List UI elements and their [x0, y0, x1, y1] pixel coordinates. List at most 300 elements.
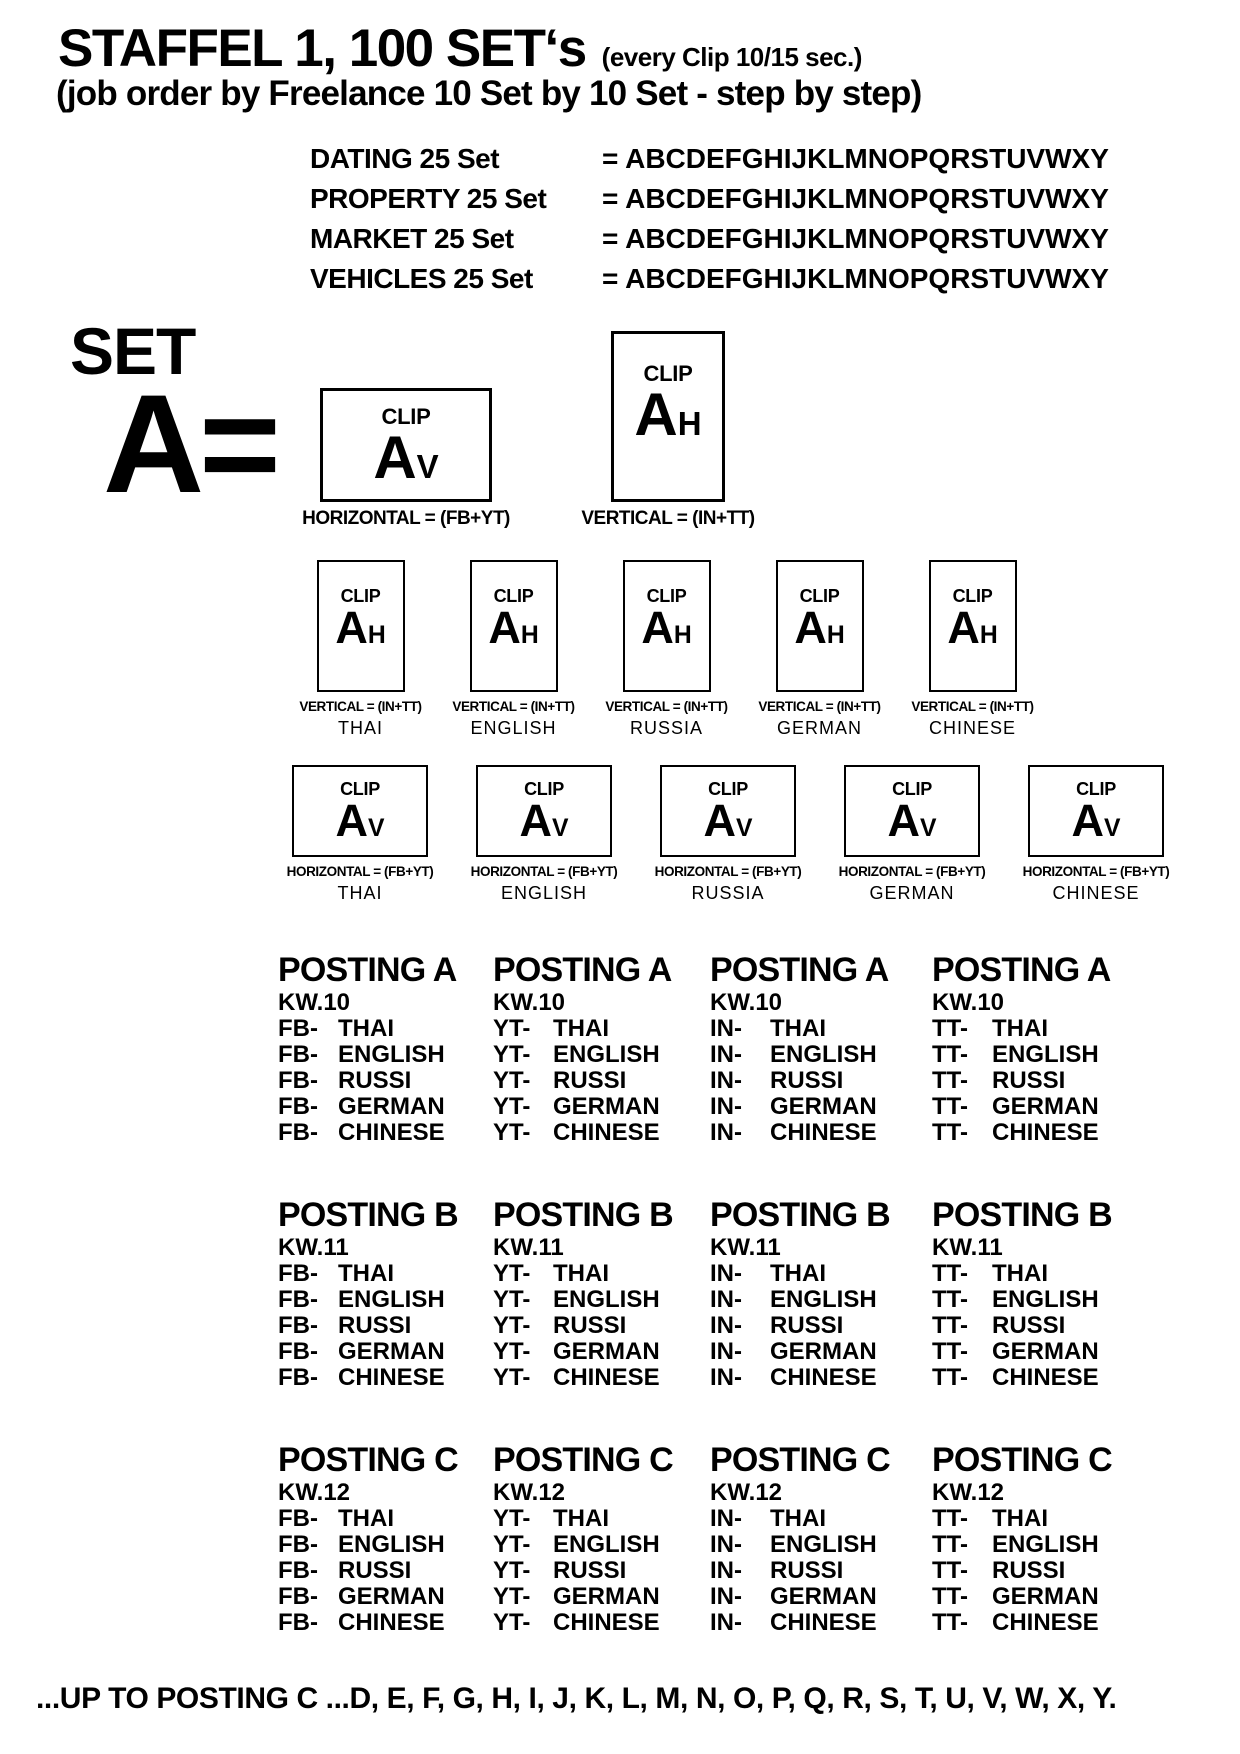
clip-cell [636, 765, 820, 904]
clip-letter: AH [634, 380, 702, 448]
posting-language: RUSSI [992, 1312, 1066, 1339]
channel-prefix: FB- [278, 1364, 318, 1391]
channel-prefix: YT- [493, 1505, 531, 1532]
category-label: DATING 25 Set [310, 143, 500, 174]
posting-line [278, 1016, 493, 1042]
clip-letter: AH [641, 602, 692, 654]
posting-language: RUSSI [992, 1067, 1066, 1094]
posting-line [932, 1120, 1147, 1146]
clip-box [476, 765, 612, 857]
posting-language: ENGLISH [992, 1041, 1099, 1068]
channel-prefix: IN- [710, 1312, 742, 1339]
posting-line [493, 1610, 710, 1636]
posting-line [710, 1558, 932, 1584]
posting-column [710, 1195, 932, 1391]
set-category-row [310, 219, 1109, 259]
clip-box-vertical-example [611, 331, 725, 502]
channel-prefix: YT- [493, 1583, 531, 1610]
channel-prefix: IN- [710, 1609, 742, 1636]
posting-language: GERMAN [553, 1338, 660, 1365]
posting-line [932, 1287, 1147, 1313]
language-label: ENGLISH [470, 718, 557, 738]
posting-language: ENGLISH [992, 1531, 1099, 1558]
posting-line [710, 1120, 932, 1146]
posting-line [932, 1558, 1147, 1584]
clip-word: CLIP [381, 404, 431, 430]
set-category-row [310, 259, 1109, 299]
posting-line [493, 1558, 710, 1584]
language-label: GERMAN [776, 718, 862, 738]
category-label: PROPERTY 25 Set [310, 183, 547, 214]
language-label: RUSSIA [691, 883, 765, 903]
posting-language: GERMAN [553, 1093, 660, 1120]
language-label: RUSSIA [629, 718, 704, 738]
posting-language: ENGLISH [553, 1041, 660, 1068]
clip-word: CLIP [340, 586, 381, 607]
posting-title: POSTING C [710, 1441, 890, 1479]
posting-title: POSTING C [493, 1441, 673, 1479]
language-label: THAI [337, 883, 383, 903]
posting-language: CHINESE [992, 1119, 1099, 1146]
category-set-letters: = ABCDEFGHIJKLMNOPQRSTUVWXY [602, 223, 1109, 254]
channel-prefix: YT- [493, 1557, 531, 1584]
channel-prefix: YT- [493, 1531, 531, 1558]
posting-language: CHINESE [338, 1609, 445, 1636]
title-note: (every Clip 10/15 sec.) [601, 42, 862, 72]
channel-prefix: TT- [932, 1286, 968, 1313]
clip-letter-subscript: V [416, 448, 439, 486]
language-label: THAI [337, 718, 383, 738]
posting-language: RUSSI [338, 1557, 412, 1584]
posting-title: POSTING B [278, 1196, 458, 1234]
posting-line [932, 1016, 1147, 1042]
channel-prefix: FB- [278, 1041, 318, 1068]
clip-letter: AV [335, 795, 385, 847]
posting-language: RUSSI [770, 1312, 844, 1339]
posting-line [710, 1016, 932, 1042]
posting-line [278, 1365, 493, 1391]
posting-language: GERMAN [992, 1583, 1099, 1610]
posting-language: ENGLISH [338, 1531, 445, 1558]
clip-letter-subscript: H [520, 622, 539, 650]
channel-prefix: FB- [278, 1093, 318, 1120]
posting-week: KW.11 [932, 1234, 1003, 1261]
channel-prefix: IN- [710, 1505, 742, 1532]
posting-line [278, 1120, 493, 1146]
posting-line [932, 1506, 1147, 1532]
posting-line [278, 1610, 493, 1636]
channel-prefix: FB- [278, 1531, 318, 1558]
clip-letter-subscript: V [1103, 815, 1121, 843]
channel-prefix: IN- [710, 1338, 742, 1365]
channel-prefix: TT- [932, 1312, 968, 1339]
posting-title: POSTING A [278, 951, 457, 989]
posting-language: RUSSI [553, 1312, 627, 1339]
posting-language: CHINESE [770, 1609, 877, 1636]
clip-box [660, 765, 796, 857]
channel-prefix: YT- [493, 1609, 531, 1636]
posting-language: GERMAN [770, 1093, 877, 1120]
clip-box [844, 765, 980, 857]
posting-line [493, 1287, 710, 1313]
posting-line [278, 1558, 493, 1584]
channel-prefix: YT- [493, 1067, 531, 1094]
posting-language: GERMAN [338, 1093, 445, 1120]
channel-prefix: FB- [278, 1583, 318, 1610]
channel-prefix: YT- [493, 1312, 531, 1339]
posting-language: THAI [770, 1015, 826, 1042]
orientation-caption: VERTICAL = (IN+TT) [758, 699, 881, 714]
orientation-caption: HORIZONTAL = (FB+YT) [654, 864, 802, 879]
channel-prefix: IN- [710, 1119, 742, 1146]
channel-prefix: YT- [493, 1015, 531, 1042]
channel-prefix: FB- [278, 1338, 318, 1365]
clip-word: CLIP [892, 779, 932, 800]
clip-letter: AV [373, 424, 439, 492]
clip-cell [743, 560, 896, 739]
clip-cell [820, 765, 1004, 904]
posting-language: THAI [553, 1015, 609, 1042]
posting-language: ENGLISH [553, 1531, 660, 1558]
channel-prefix: FB- [278, 1557, 318, 1584]
posting-line [493, 1339, 710, 1365]
posting-language: ENGLISH [338, 1041, 445, 1068]
posting-line [493, 1532, 710, 1558]
posting-line [278, 1261, 493, 1287]
channel-prefix: IN- [710, 1583, 742, 1610]
posting-line [932, 1068, 1147, 1094]
channel-prefix: YT- [493, 1364, 531, 1391]
clip-box [292, 765, 428, 857]
posting-line [278, 1339, 493, 1365]
channel-prefix: TT- [932, 1015, 968, 1042]
orientation-caption: HORIZONTAL = (FB+YT) [470, 864, 618, 879]
posting-language: RUSSI [770, 1557, 844, 1584]
posting-column [710, 950, 932, 1146]
clip-letter: AH [947, 602, 998, 654]
clip-word: CLIP [708, 779, 748, 800]
posting-section [278, 1440, 1147, 1636]
posting-line [932, 1261, 1147, 1287]
category-label: VEHICLES 25 Set [310, 263, 533, 294]
posting-column [493, 1440, 710, 1636]
clip-letter-subscript: H [673, 622, 692, 650]
posting-language: THAI [992, 1015, 1048, 1042]
header [58, 18, 862, 79]
posting-language: ENGLISH [770, 1041, 877, 1068]
clip-cell [452, 765, 636, 904]
clip-word: CLIP [643, 360, 693, 386]
set-equals: A= [103, 365, 276, 522]
posting-language: GERMAN [992, 1338, 1099, 1365]
posting-language: ENGLISH [770, 1286, 877, 1313]
clip-word: CLIP [340, 779, 380, 800]
channel-prefix: TT- [932, 1505, 968, 1532]
posting-week: KW.10 [493, 989, 566, 1016]
posting-language: ENGLISH [992, 1286, 1099, 1313]
channel-prefix: YT- [493, 1260, 531, 1287]
language-label: CHINESE [928, 718, 1016, 738]
set-category-row [310, 139, 1109, 179]
posting-line [932, 1610, 1147, 1636]
channel-prefix: FB- [278, 1015, 318, 1042]
clip-cell [284, 560, 437, 739]
vertical-caption: VERTICAL = (IN+TT) [581, 508, 755, 529]
posting-week: KW.10 [932, 989, 1005, 1016]
channel-prefix: IN- [710, 1067, 742, 1094]
posting-line [932, 1584, 1147, 1610]
posting-title: POSTING B [493, 1196, 673, 1234]
posting-line [278, 1068, 493, 1094]
set-categories-list [310, 139, 1109, 299]
posting-line [493, 1313, 710, 1339]
posting-section [278, 1195, 1147, 1391]
category-label: MARKET 25 Set [310, 223, 514, 254]
category-set-letters: = ABCDEFGHIJKLMNOPQRSTUVWXY [602, 143, 1109, 174]
posting-language: THAI [770, 1505, 826, 1532]
posting-language: THAI [338, 1505, 394, 1532]
posting-title: POSTING C [932, 1441, 1112, 1479]
posting-language: RUSSI [338, 1312, 412, 1339]
posting-week: KW.12 [278, 1479, 351, 1506]
channel-prefix: IN- [710, 1531, 742, 1558]
category-set-letters: = ABCDEFGHIJKLMNOPQRSTUVWXY [602, 183, 1109, 214]
posting-week: KW.10 [278, 989, 351, 1016]
posting-line [932, 1094, 1147, 1120]
posting-line [493, 1068, 710, 1094]
posting-line [710, 1068, 932, 1094]
posting-line [278, 1506, 493, 1532]
posting-language: GERMAN [770, 1583, 877, 1610]
posting-language: ENGLISH [770, 1531, 877, 1558]
subtitle: (job order by Freelance 10 Set by 10 Set - step by step) [56, 74, 922, 113]
posting-line [710, 1506, 932, 1532]
posting-line [278, 1094, 493, 1120]
channel-prefix: FB- [278, 1067, 318, 1094]
clip-letter-subscript: V [367, 815, 385, 843]
posting-line [710, 1094, 932, 1120]
posting-line [932, 1532, 1147, 1558]
posting-language: GERMAN [338, 1583, 445, 1610]
posting-column [278, 1195, 493, 1391]
clip-row-vertical [284, 560, 1049, 739]
channel-prefix: TT- [932, 1583, 968, 1610]
posting-line [278, 1532, 493, 1558]
posting-language: THAI [992, 1505, 1048, 1532]
channel-prefix: TT- [932, 1557, 968, 1584]
posting-title: POSTING C [278, 1441, 458, 1479]
channel-prefix: YT- [493, 1119, 531, 1146]
posting-language: CHINESE [553, 1364, 660, 1391]
posting-language: RUSSI [553, 1557, 627, 1584]
posting-line [710, 1365, 932, 1391]
posting-line [493, 1120, 710, 1146]
posting-line [710, 1584, 932, 1610]
posting-language: RUSSI [338, 1067, 412, 1094]
posting-line [493, 1365, 710, 1391]
clip-letter: AV [887, 795, 937, 847]
clip-letter: AH [335, 602, 386, 654]
channel-prefix: FB- [278, 1119, 318, 1146]
language-label: ENGLISH [500, 883, 588, 903]
clip-word: CLIP [799, 586, 840, 607]
orientation-caption: VERTICAL = (IN+TT) [452, 699, 575, 714]
clip-box [623, 560, 711, 692]
posting-language: THAI [770, 1260, 826, 1287]
posting-language: CHINESE [338, 1119, 445, 1146]
channel-prefix: IN- [710, 1557, 742, 1584]
channel-prefix: FB- [278, 1286, 318, 1313]
posting-language: THAI [553, 1260, 609, 1287]
channel-prefix: YT- [493, 1041, 531, 1068]
channel-prefix: TT- [932, 1093, 968, 1120]
clip-letter-subscript: V [919, 815, 937, 843]
posting-title: POSTING A [932, 951, 1111, 989]
clip-letter-subscript: V [735, 815, 753, 843]
clip-cell [437, 560, 590, 739]
clip-row-horizontal [268, 765, 1188, 904]
posting-language: GERMAN [338, 1338, 445, 1365]
posting-language: RUSSI [770, 1067, 844, 1094]
posting-line [278, 1313, 493, 1339]
posting-column [932, 1195, 1147, 1391]
orientation-caption: VERTICAL = (IN+TT) [299, 699, 422, 714]
posting-line [932, 1339, 1147, 1365]
posting-language: THAI [338, 1015, 394, 1042]
posting-column [278, 1440, 493, 1636]
posting-column [278, 950, 493, 1146]
posting-language: GERMAN [770, 1338, 877, 1365]
posting-line [493, 1042, 710, 1068]
posting-line [932, 1313, 1147, 1339]
posting-line [493, 1094, 710, 1120]
clip-word: CLIP [1076, 779, 1116, 800]
posting-language: CHINESE [992, 1609, 1099, 1636]
posting-line [932, 1042, 1147, 1068]
posting-line [493, 1584, 710, 1610]
posting-language: RUSSI [553, 1067, 627, 1094]
channel-prefix: IN- [710, 1041, 742, 1068]
posting-language: GERMAN [992, 1093, 1099, 1120]
channel-prefix: TT- [932, 1338, 968, 1365]
channel-prefix: FB- [278, 1260, 318, 1287]
category-set-letters: = ABCDEFGHIJKLMNOPQRSTUVWXY [602, 263, 1109, 294]
posting-language: THAI [553, 1505, 609, 1532]
orientation-caption: HORIZONTAL = (FB+YT) [1022, 864, 1170, 879]
clip-box [1028, 765, 1164, 857]
posting-language: THAI [338, 1260, 394, 1287]
channel-prefix: IN- [710, 1015, 742, 1042]
horizontal-caption: HORIZONTAL = (FB+YT) [302, 508, 510, 529]
clip-word: CLIP [493, 586, 534, 607]
posting-line [710, 1042, 932, 1068]
posting-language: CHINESE [770, 1364, 877, 1391]
posting-line [278, 1042, 493, 1068]
clip-letter: AV [703, 795, 753, 847]
language-label: GERMAN [869, 883, 955, 903]
channel-prefix: FB- [278, 1312, 318, 1339]
posting-week: KW.10 [710, 989, 783, 1016]
posting-language: CHINESE [553, 1609, 660, 1636]
clip-letter: AH [794, 602, 845, 654]
posting-language: CHINESE [770, 1119, 877, 1146]
clip-letter-subscript: H [367, 622, 386, 650]
orientation-caption: VERTICAL = (IN+TT) [605, 699, 728, 714]
posting-language: ENGLISH [338, 1286, 445, 1313]
posting-language: THAI [992, 1260, 1048, 1287]
clip-word: CLIP [952, 586, 993, 607]
channel-prefix: YT- [493, 1093, 531, 1120]
orientation-caption: VERTICAL = (IN+TT) [911, 699, 1034, 714]
posting-line [710, 1313, 932, 1339]
posting-language: CHINESE [992, 1364, 1099, 1391]
clip-cell [590, 560, 743, 739]
clip-box [470, 560, 558, 692]
posting-language: CHINESE [338, 1364, 445, 1391]
channel-prefix: TT- [932, 1364, 968, 1391]
posting-title: POSTING B [932, 1196, 1112, 1234]
channel-prefix: TT- [932, 1609, 968, 1636]
clip-cell [268, 765, 452, 904]
posting-line [493, 1016, 710, 1042]
posting-column [932, 950, 1147, 1146]
set-category-row [310, 179, 1109, 219]
clip-letter-subscript: H [979, 622, 998, 650]
posting-line [278, 1287, 493, 1313]
clip-box [929, 560, 1017, 692]
posting-line [278, 1584, 493, 1610]
posting-line [710, 1610, 932, 1636]
language-label: CHINESE [1052, 883, 1140, 903]
posting-language: CHINESE [553, 1119, 660, 1146]
clip-letter-subscript: H [826, 622, 845, 650]
posting-title: POSTING A [493, 951, 672, 989]
footer-note: ...UP TO POSTING C ...D, E, F, G, H, I, J, K, L, M, N, O, P, Q, R, S, T, U, V, W, X, Y. [36, 1682, 1117, 1715]
channel-prefix: FB- [278, 1505, 318, 1532]
channel-prefix: IN- [710, 1093, 742, 1120]
clip-cell [896, 560, 1049, 739]
clip-letter: AH [488, 602, 539, 654]
posting-line [710, 1287, 932, 1313]
clip-box-horizontal-example [320, 388, 492, 502]
postings-grid [278, 950, 1147, 1685]
page-title: STAFFEL 1, 100 SET‘s [58, 19, 586, 78]
posting-line [932, 1365, 1147, 1391]
posting-week: KW.12 [493, 1479, 566, 1506]
posting-column [493, 1195, 710, 1391]
channel-prefix: TT- [932, 1260, 968, 1287]
channel-prefix: FB- [278, 1609, 318, 1636]
posting-week: KW.11 [710, 1234, 781, 1261]
clip-box [776, 560, 864, 692]
clip-box [317, 560, 405, 692]
posting-column [932, 1440, 1147, 1636]
channel-prefix: YT- [493, 1338, 531, 1365]
posting-line [710, 1261, 932, 1287]
posting-language: ENGLISH [553, 1286, 660, 1313]
posting-language: GERMAN [553, 1583, 660, 1610]
channel-prefix: IN- [710, 1364, 742, 1391]
posting-week: KW.12 [932, 1479, 1005, 1506]
orientation-caption: HORIZONTAL = (FB+YT) [286, 864, 434, 879]
posting-column [493, 950, 710, 1146]
posting-column [710, 1440, 932, 1636]
posting-line [710, 1532, 932, 1558]
posting-line [493, 1506, 710, 1532]
posting-title: POSTING A [710, 951, 889, 989]
posting-week: KW.11 [278, 1234, 349, 1261]
channel-prefix: YT- [493, 1286, 531, 1313]
